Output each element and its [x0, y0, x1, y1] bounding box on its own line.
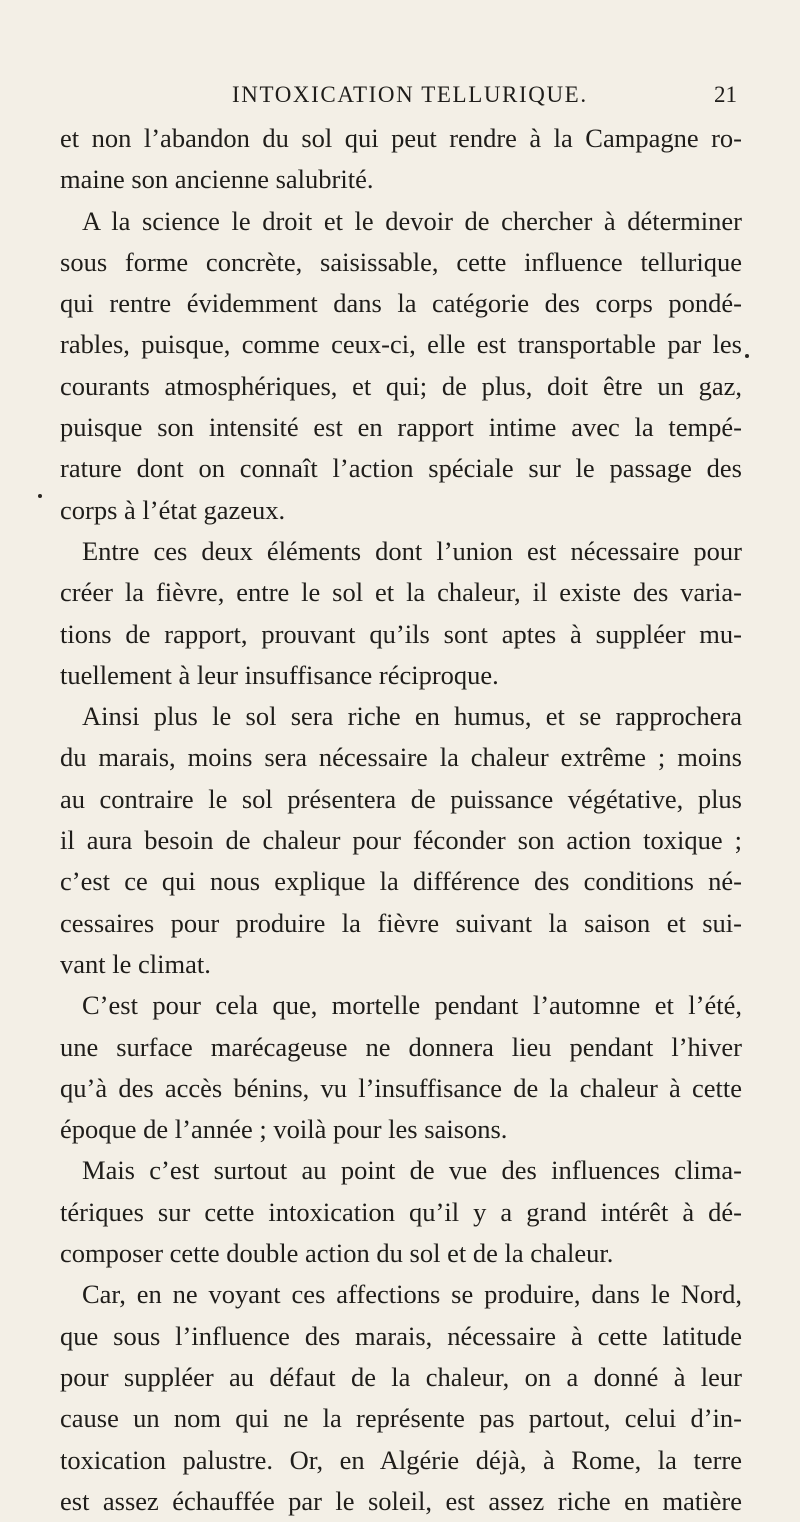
- text-line: toxication palustre. Or, en Algérie déjà, à Rome, la terre: [60, 1444, 742, 1475]
- text-line: créer la fièvre, entre le sol et la chaleur, il existe des varia-: [60, 577, 742, 608]
- text-line: une surface marécageuse ne donnera lieu pendant l’hiver: [60, 1031, 742, 1062]
- margin-mark: [745, 354, 749, 358]
- margin-mark: [38, 494, 42, 498]
- text-line: Mais c’est surtout au point de vue des influences clima-: [82, 1155, 742, 1186]
- text-line: rature dont on connaît l’action spéciale sur le passage des: [60, 453, 742, 484]
- text-line: rables, puisque, comme ceux-ci, elle est transportable par les: [60, 329, 742, 360]
- text-line: A la science le droit et le devoir de chercher à déterminer: [82, 205, 742, 236]
- text-line: que sous l’influence des marais, nécessaire à cette latitude: [60, 1320, 742, 1351]
- text-line: tuellement à leur insuffisance réciproque.: [60, 659, 499, 690]
- body-text: [60, 118, 742, 1522]
- text-line: cause un nom qui ne la représente pas partout, celui d’in-: [60, 1403, 742, 1434]
- text-line: c’est ce qui nous explique la différence des conditions né-: [60, 866, 742, 897]
- text-line: il aura besoin de chaleur pour féconder son action toxique ;: [60, 825, 742, 856]
- text-line: vant le climat.: [60, 948, 211, 979]
- running-title: INTOXICATION TELLURIQUE.: [232, 82, 588, 107]
- text-line: est assez échauffée par le soleil, est assez riche en matière: [60, 1485, 742, 1516]
- text-line: et non l’abandon du sol qui peut rendre à la Campagne ro-: [60, 123, 742, 153]
- text-line: pour suppléer au défaut de la chaleur, on a donné à leur: [60, 1361, 742, 1392]
- text-line: Car, en ne voyant ces affections se produire, dans le Nord,: [82, 1279, 742, 1310]
- text-line: Ainsi plus le sol sera riche en humus, et se rapprochera: [82, 701, 742, 732]
- text-line: puisque son intensité est en rapport intime avec la tempé-: [60, 412, 742, 443]
- text-line: maine son ancienne salubrité.: [60, 164, 374, 195]
- text-line: tériques sur cette intoxication qu’il y a grand intérêt à dé-: [60, 1196, 742, 1227]
- page-number: 21: [714, 82, 737, 107]
- text-line: Entre ces deux éléments dont l’union est nécessaire pour: [82, 535, 742, 566]
- text-line: cessaires pour produire la fièvre suivant la saison et sui-: [60, 907, 742, 938]
- text-line: époque de l’année ; voilà pour les saisons.: [60, 1114, 508, 1145]
- text-line: qu’à des accès bénins, vu l’insuffisance de la chaleur à cette: [60, 1072, 742, 1103]
- text-line: courants atmosphériques, et qui; de plus, doit être un gaz,: [60, 370, 742, 401]
- text-line: du marais, moins sera nécessaire la chaleur extrême ; moins: [60, 742, 742, 773]
- text-line: tions de rapport, prouvant qu’ils sont aptes à suppléer mu-: [60, 618, 742, 649]
- text-line: au contraire le sol présentera de puissance végétative, plus: [60, 783, 742, 814]
- text-line: sous forme concrète, saisissable, cette influence tellurique: [60, 246, 742, 277]
- text-line: C’est pour cela que, mortelle pendant l’automne et l’été,: [82, 990, 742, 1021]
- text-line: corps à l’état gazeux.: [60, 494, 286, 525]
- text-line: qui rentre évidemment dans la catégorie des corps pondé-: [60, 288, 742, 319]
- text-line: composer cette double action du sol et de la chaleur.: [60, 1238, 614, 1269]
- page-header: [60, 82, 740, 118]
